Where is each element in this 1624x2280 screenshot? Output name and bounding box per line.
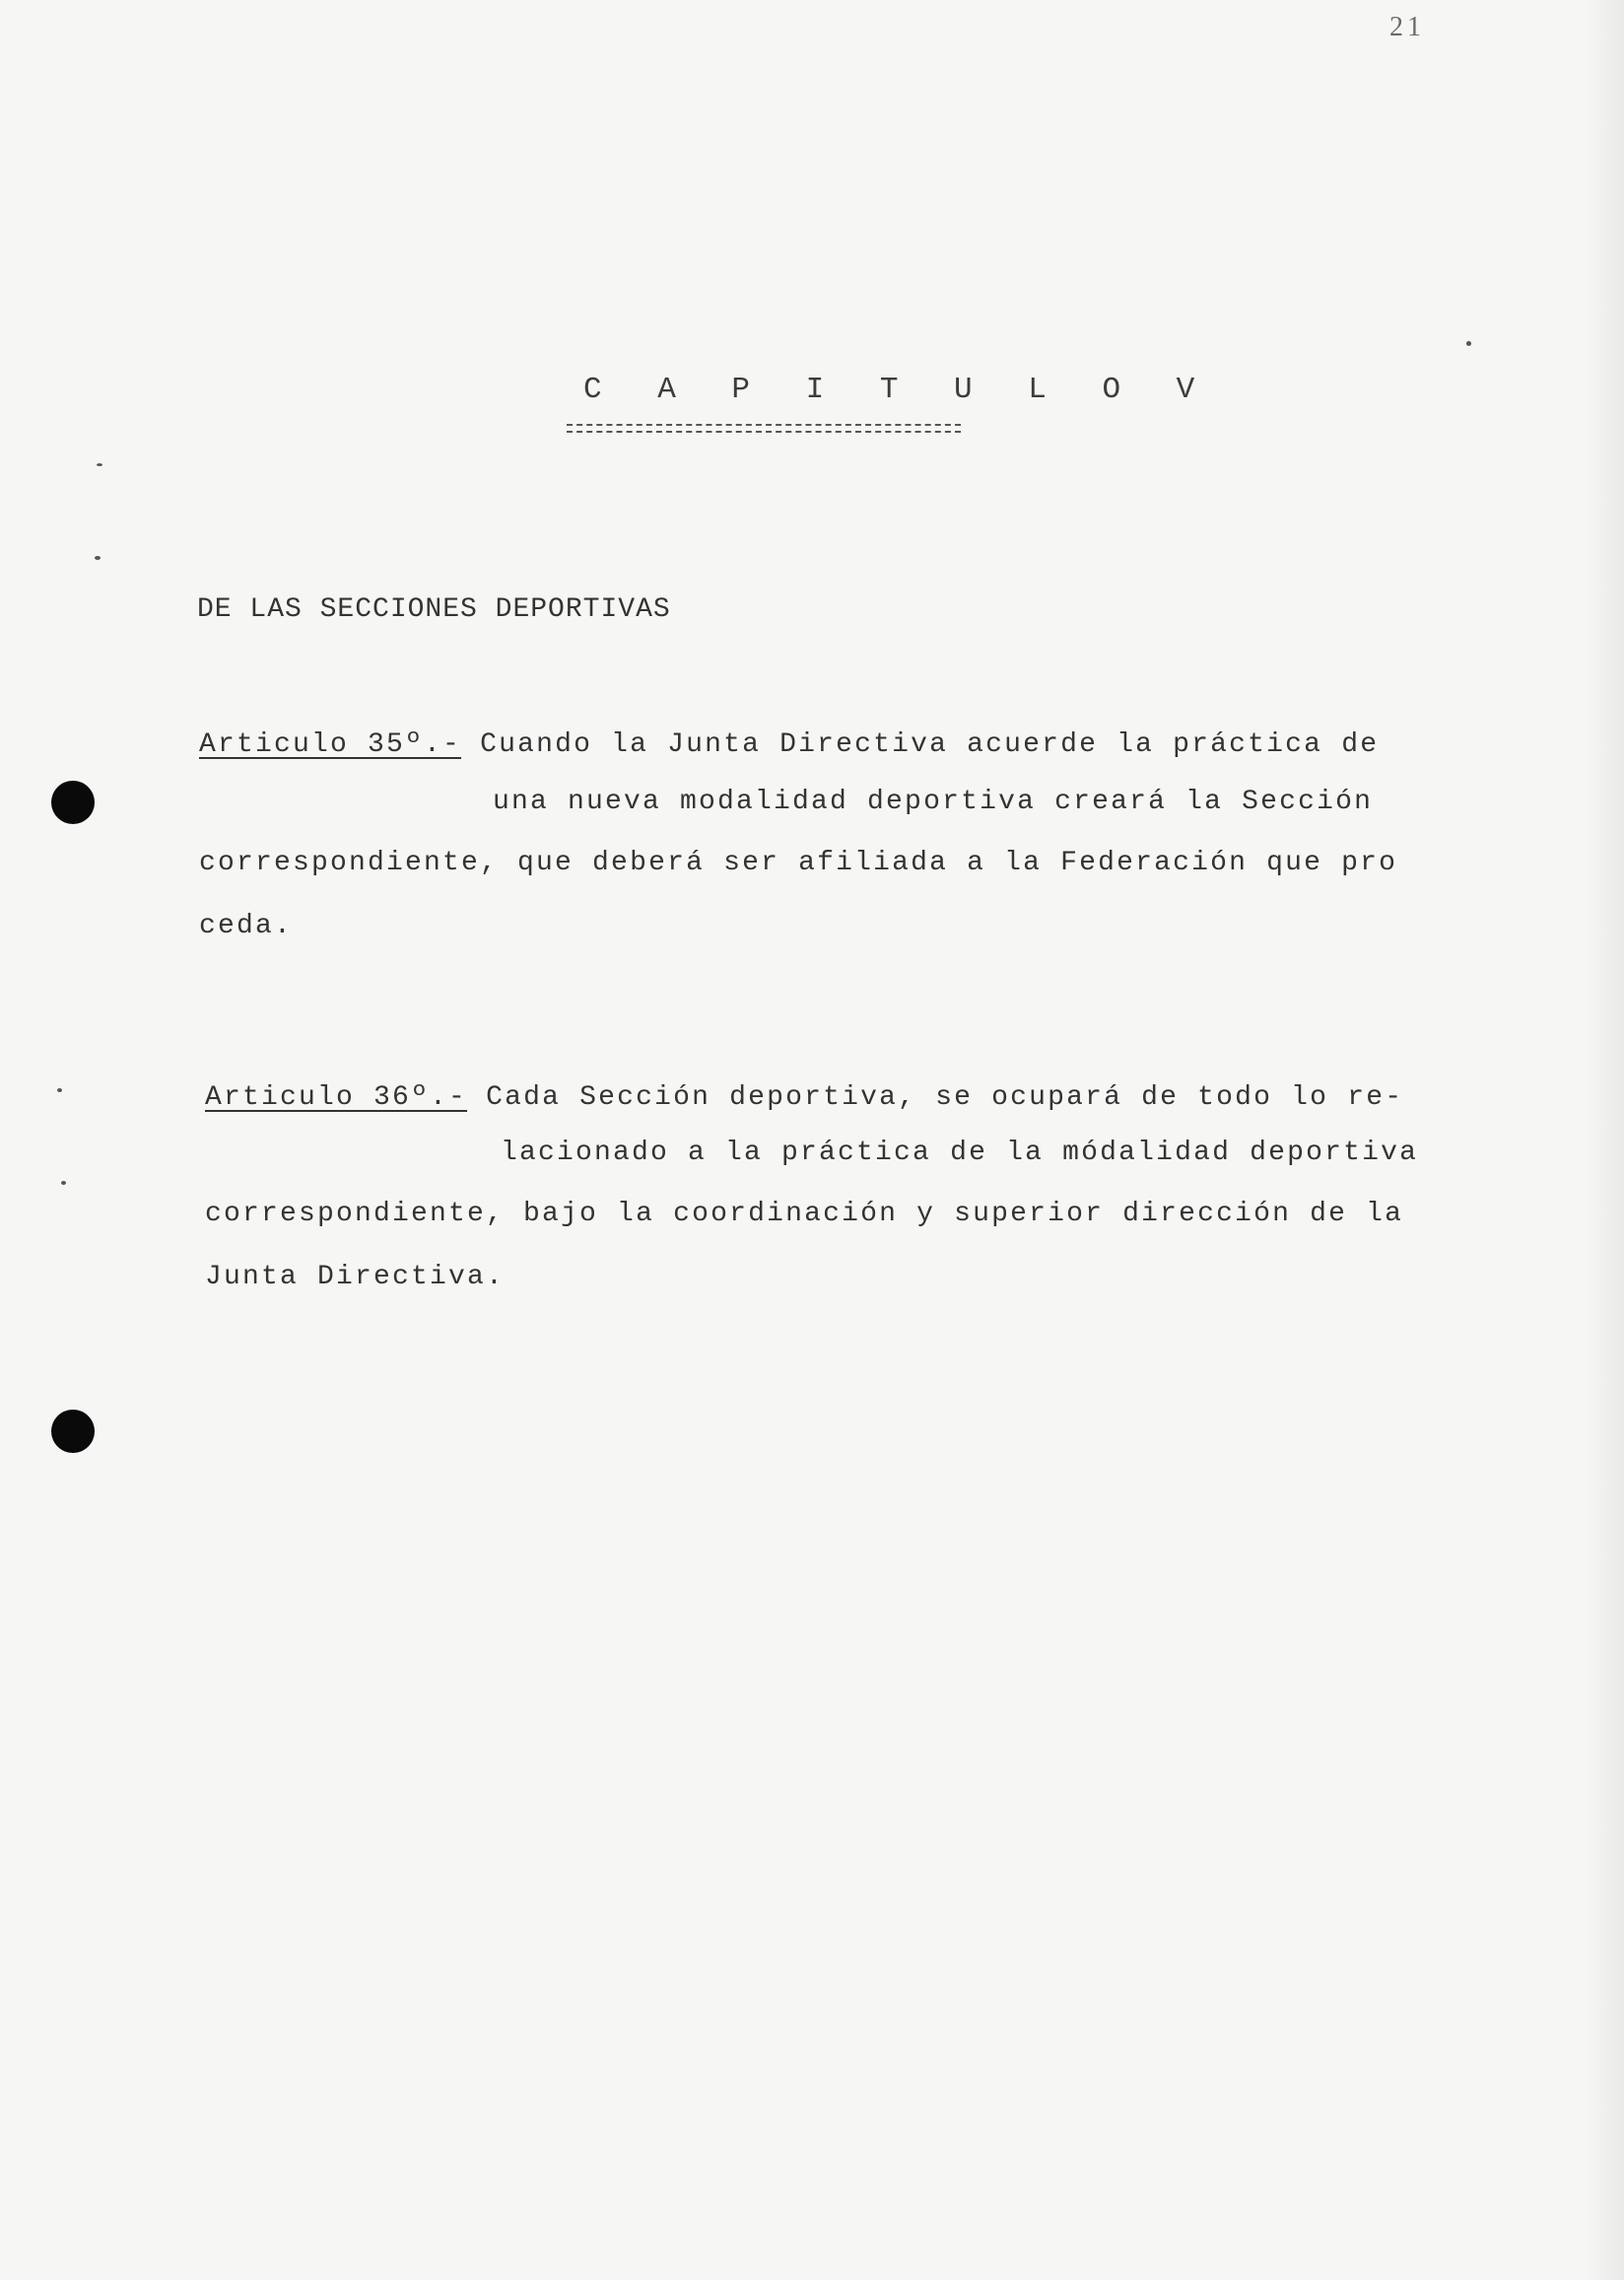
article-36-text-line-4: Junta Directiva. bbox=[205, 1262, 506, 1292]
chapter-title-double-rule bbox=[567, 424, 961, 436]
article-35-text-line-1: Cuando la Junta Directiva acuerde la práctica de bbox=[480, 729, 1380, 760]
page-edge-shadow bbox=[1585, 0, 1624, 2280]
page-number: 21 bbox=[1389, 12, 1425, 42]
article-35-line-1 bbox=[199, 729, 1379, 760]
article-35-text-line-2: una nueva modalidad deportiva creará la Sección bbox=[493, 787, 1374, 817]
article-36-label: Articulo 36º.- bbox=[205, 1082, 468, 1113]
scan-speck bbox=[57, 1088, 62, 1092]
chapter-title: C A P I T U L O V bbox=[583, 373, 1214, 407]
article-35-text-line-3: correspondiente, que deberá ser afiliada a la Federación que pro bbox=[199, 848, 1398, 878]
article-35-text-line-4: ceda. bbox=[199, 911, 294, 941]
article-36-text-line-1: Cada Sección deportiva, se ocupará de todo lo re- bbox=[486, 1082, 1404, 1113]
punch-hole-top bbox=[51, 781, 95, 824]
article-36-text-line-2: lacionado a la práctica de la módalidad deportiva bbox=[501, 1138, 1419, 1168]
article-36-line-1 bbox=[205, 1082, 1403, 1113]
article-35-label: Articulo 35º.- bbox=[199, 729, 462, 760]
scan-speck bbox=[1466, 341, 1471, 346]
scan-speck bbox=[95, 556, 101, 560]
article-36-text-line-3: correspondiente, bajo la coordinación y superior dirección de la bbox=[205, 1199, 1404, 1229]
scan-speck bbox=[97, 463, 102, 466]
punch-hole-bottom bbox=[51, 1410, 95, 1453]
section-heading: DE LAS SECCIONES DEPORTIVAS bbox=[197, 594, 671, 625]
scan-speck bbox=[61, 1181, 66, 1185]
